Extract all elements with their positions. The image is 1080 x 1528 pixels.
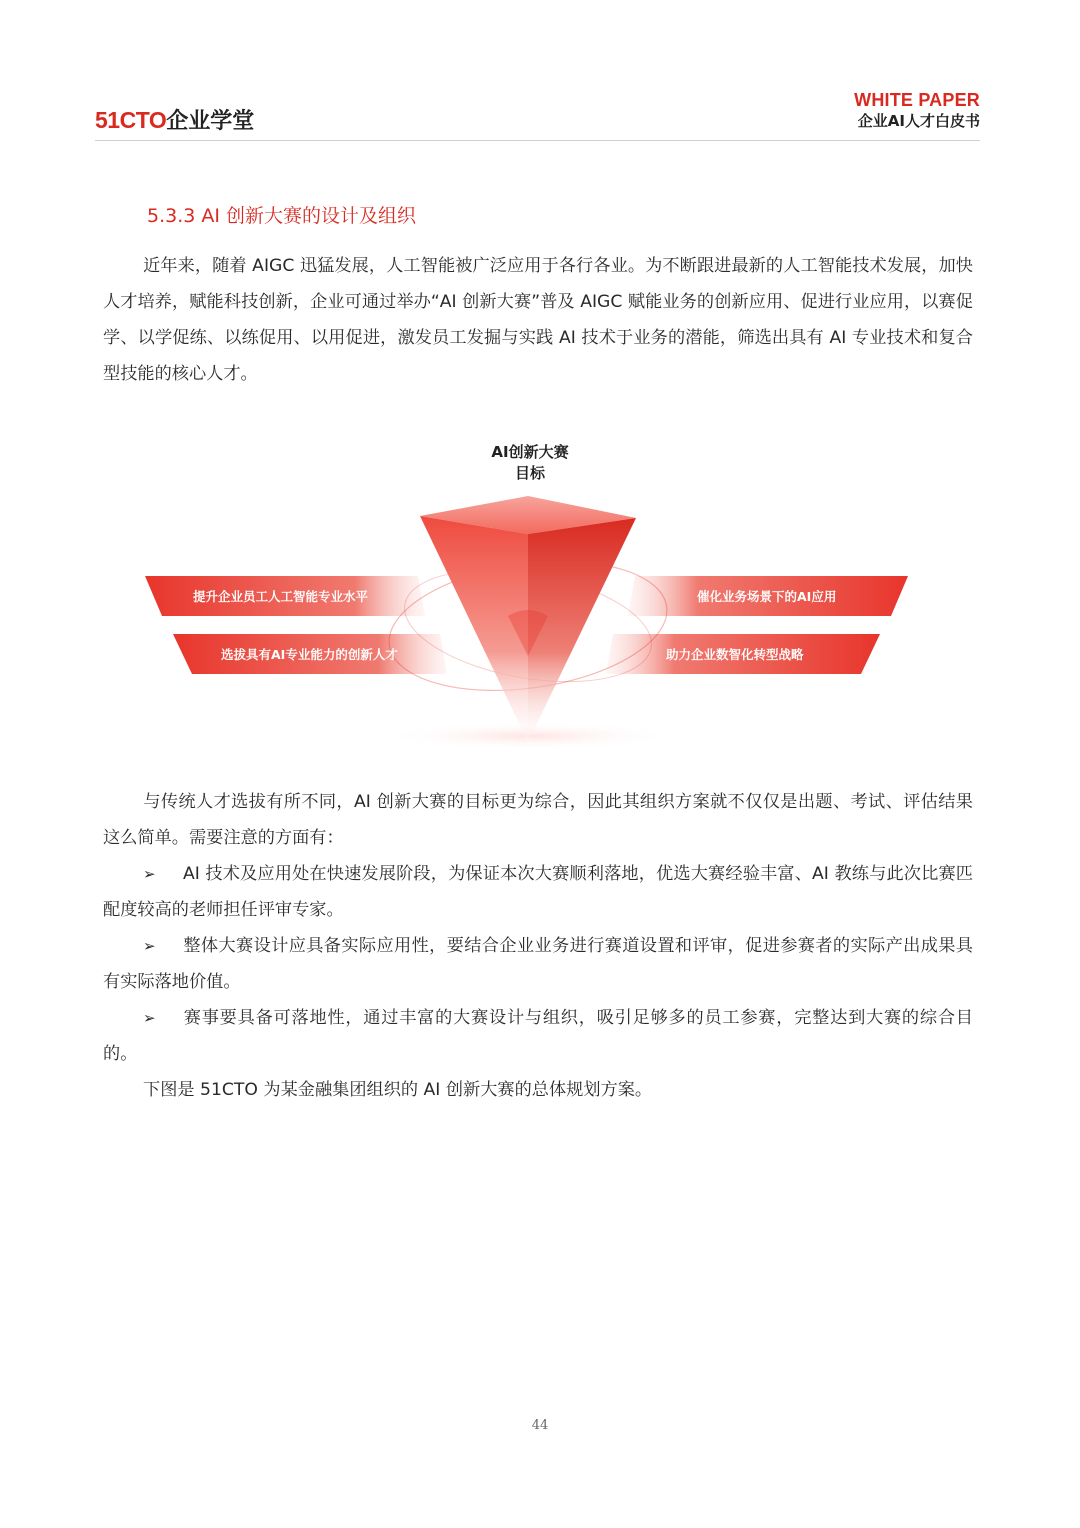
page-number: 44 [531,1418,549,1433]
label-left-top: 提升企业员工人工智能专业水平 [193,589,369,604]
white-paper-label [854,90,980,131]
bullet-text: 整体大赛设计应具备实际应用性，要结合企业业务进行赛道设置和评审，促进参赛者的实际产出成果具有实际落地价值。 [103,936,973,992]
closing-paragraph [103,1072,973,1108]
closing-text: 下图是 51CTO 为某金融集团组织的 AI 创新大赛的总体规划方案。 [143,1080,653,1100]
logo-text: 企业学堂 [166,109,255,134]
logo-number: 51CTO [95,107,167,133]
brand-logo [95,104,254,135]
diagram-title-line1: AI创新大赛 [491,443,569,461]
diagram-title-line2: 目标 [514,464,545,482]
arrow-bullet-icon: ➢ [143,1009,156,1027]
arrow-bullet-icon: ➢ [143,865,156,883]
bullet-text: 赛事要具备可落地性，通过丰富的大赛设计与组织，吸引足够多的员工参赛，完整达到大赛的综合目的。 [103,1008,973,1064]
bullet-item [103,1000,973,1072]
pyramid-left-face [420,516,528,742]
bullet-item [103,928,973,1000]
label-right-bottom: 助力企业数智化转型战略 [666,647,804,662]
arrow-bullet-icon: ➢ [143,937,156,955]
bullet-item [103,856,973,928]
label-left-bottom: 选拔具有AI专业能力的创新人才 [221,647,398,662]
compare-paragraph [103,784,973,856]
label-right-top: 催化业务场景下的AI应用 [697,589,837,604]
pyramid-right-face [528,518,636,742]
section-title: 5.3.3 AI 创新大赛的设计及组织 [147,205,417,227]
diagram-title [140,442,920,484]
white-paper-title: WHITE PAPER [854,90,980,110]
white-paper-subtitle: 企业AI人才白皮书 [857,112,980,130]
compare-text: 与传统人才选拔有所不同，AI 创新大赛的目标更为综合，因此其组织方案就不仅仅是出题、考试、评估结果这么简单。需要注意的方面有： [103,792,973,848]
page-header [95,88,980,141]
intro-text: 近年来，随着 AIGC 迅猛发展，人工智能被广泛应用于各行各业。为不断跟进最新的人工智能技术发展，加快人才培养，赋能科技创新，企业可通过举办“AI 创新大赛”普及 AIGC 赋能业务的创新应用、促进行业应用，以赛促学、以学促练、以练促用、以用促进，激发员工发掘与实践 AI 技术于业务的潜能，筛选出具有 AI 专业技术和复合型技能的核心人才。 [103,256,973,384]
bullet-text: AI 技术及应用处在快速发展阶段，为保证本次大赛顺利落地，优选大赛经验丰富、AI 教练与此次比赛匹配度较高的老师担任评审专家。 [103,864,973,920]
goal-diagram [140,436,920,756]
intro-paragraph [103,248,973,392]
